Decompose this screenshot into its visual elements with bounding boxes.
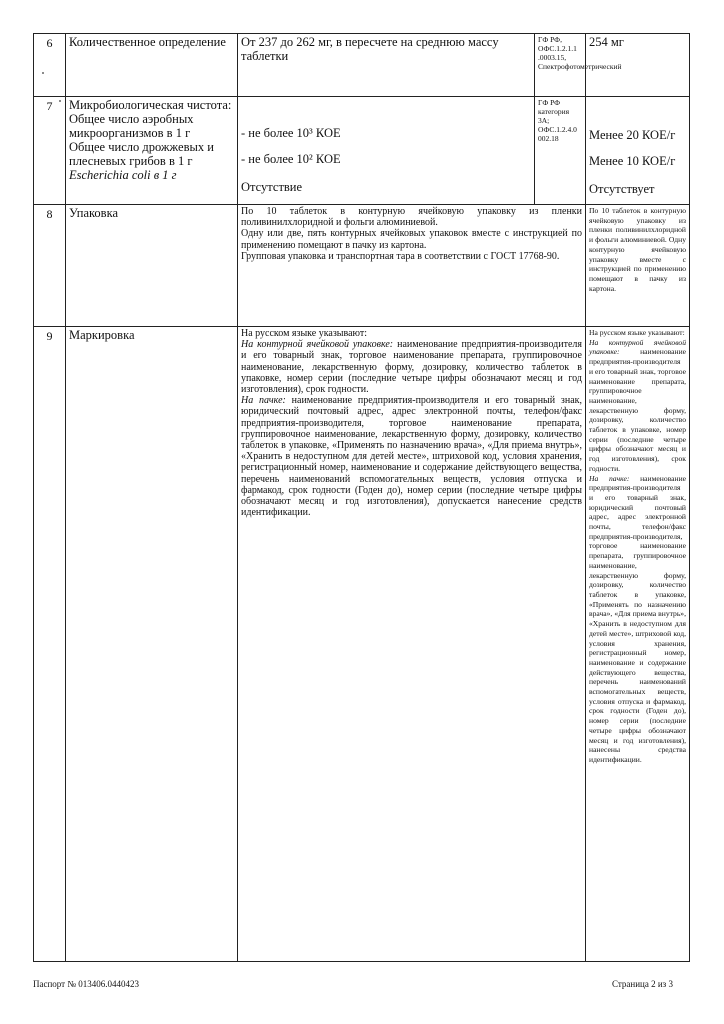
requirement-paragraph: Одну или две, пять контурных ячейковых упаковок вместе с инструкцией по применению помещают в пачку из картона.: [241, 228, 582, 251]
pack-label: На пачке:: [589, 473, 630, 483]
blister-text: наименование предприятия-производителя и его товарный знак, торговое наименование препарата, группировочное наименование, лекарственную форму, дозировку, количество таблеток в упаковке, номер серии (последние четыре цифры обозначают месяц и год изготовления), срок годности.: [241, 339, 583, 396]
result-line: Отсутствует: [589, 182, 655, 196]
method-reference: ГФ РФ категория 3А; ОФС.1.2.4.0 002.18: [535, 97, 586, 205]
table-row: [34, 327, 690, 962]
test-name: [66, 97, 238, 205]
test-name-line: Общее число аэробных микроорганизмов в 1 г: [69, 112, 194, 140]
requirement-line: - не более 10² КОЕ: [241, 152, 341, 166]
page-number: Страница 2 из 3: [612, 979, 673, 989]
scan-speck: [42, 72, 44, 74]
test-result: По 10 таблеток в контурную ячейковую упаковку из пленки поливинилхлоридной и фольги алюминиевой. Одну контурную ячейковую упаковку вместе с инструкцией по применению помещают в пачку из картона.: [586, 205, 690, 327]
specification-table: [33, 33, 690, 962]
result-intro: На русском языке указывают:: [589, 328, 685, 337]
scan-speck: [59, 100, 61, 102]
test-name: Маркировка: [66, 327, 238, 962]
result-line: Менее 10 КОЕ/г: [589, 154, 676, 168]
row-number: 7: [34, 97, 66, 205]
test-name: Упаковка: [66, 205, 238, 327]
table-row: [34, 97, 690, 205]
requirement: От 237 до 262 мг, в пересчете на среднюю массу таблетки: [238, 34, 535, 97]
passport-number: Паспорт № 013406.0440423: [33, 979, 139, 989]
requirement-line: Отсутствие: [241, 180, 303, 194]
pack-text: наименование предприятия-производителя и его товарный знак, юридический почтовый адрес, адрес электронной почты, телефон/факс предприятия-производителя, торговое наименование препарата, группировочное наименование, лекарственную форму, дозировку, количество таблеток в упаковке, «Применять по назначению врача», «Для приема внутрь», «Хранить в недоступном для детей месте», штриховой код, условия хранения, регистрационный номер, наименование и содержание действующего вещества, перечень наименований вспомогательных веществ, условия отпуска и фармакод, срок годности (Годен до), номер серии (последние четыре цифры обозначают месяц и год изготовления), нанесены средства идентификации.: [589, 473, 686, 764]
row-number: 8: [34, 205, 66, 327]
blister-label: На контурной ячейковой упаковке:: [241, 339, 394, 351]
test-name-line: Микробиологическая чистота:: [69, 98, 232, 112]
pack-text: наименование предприятия-производителя и его товарный знак, юридический почтовый адрес, адрес электронной почты, телефон/факс предприятия-производителя, торговое наименование препарата, группировочное наименование, лекарственную форму, дозировку, количество таблеток в упаковке, «Применять по назначению врача», «Для приема внутрь», «Хранить в недоступном для детей месте», штриховой код, условия хранения, регистрационный номер, наименование и содержание действующего вещества, перечень наименований вспомогательных веществ, условия отпуска и фармакод, срок годности (Годен до), номер серии (последние четыре цифры обозначают месяц и год изготовления), допускается нанесение средств идентификации.: [241, 395, 583, 519]
test-name: Количественное определение: [66, 34, 238, 97]
test-result: [586, 327, 690, 962]
table-row: [34, 34, 690, 97]
test-name-line: Общее число дрожжевых и плесневых грибов в 1 г: [69, 140, 214, 168]
row-number: 6: [34, 34, 66, 97]
result-line: Менее 20 КОЕ/г: [589, 128, 676, 142]
pack-label: На пачке:: [241, 395, 286, 407]
test-name-line: Escherichia coli в 1 г: [69, 168, 177, 182]
requirement: [238, 97, 535, 205]
requirement-intro: На русском языке указывают:: [241, 328, 368, 339]
requirement-paragraph: Групповая упаковка и транспортная тара в соответствии с ГОСТ 17768-90.: [241, 250, 560, 262]
table-row: [34, 205, 690, 327]
requirement: [238, 205, 586, 327]
method-reference: ГФ РФ, ОФС.1.2.1.1 .0003.15, Спектрофотометрический: [535, 34, 586, 97]
requirement: [238, 327, 586, 962]
requirement-line: - не более 10³ КОЕ: [241, 126, 341, 140]
row-number: 9: [34, 327, 66, 962]
blister-text: наименование предприятия-производителя и его товарный знак, торговое наименование препарата, группировочное наименование, лекарственную форму, дозировку, количество таблеток в упаковке, номер серии (последние четыре цифры обозначают месяц и год изготовления), срок годности.: [589, 347, 686, 473]
test-result: 254 мг: [586, 34, 690, 97]
test-result: [586, 97, 690, 205]
requirement-paragraph: По 10 таблеток в контурную ячейковую упаковку из пленки поливинилхлоридной и фольги алюминиевой.: [241, 206, 582, 229]
blister-label: На контурной ячейковой упаковке:: [589, 337, 686, 357]
